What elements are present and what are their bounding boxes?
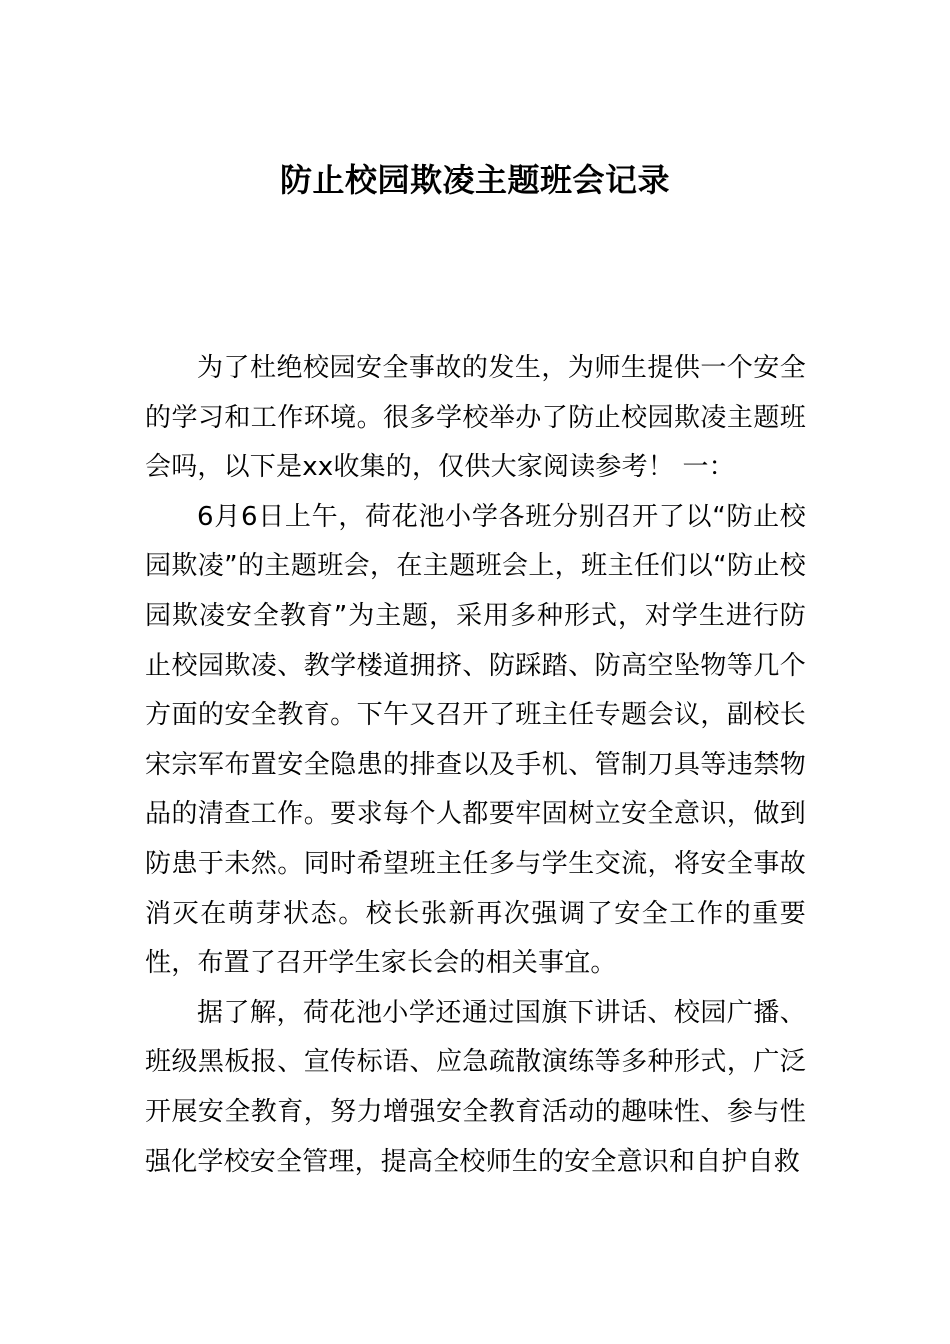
paragraph-meeting: 6月6日上午，荷花池小学各班分别召开了以“防止校园欺凌”的主题班会，在主题班会上，班主任们以“防止校园欺凌安全教育”为主题，采用多种形式，对学生进行防止校园欺凌、教学楼道拥挤、防踩踏、防高空坠物等几个方面的安全教育。下午又召开了班主任专题会议，副校长宋宗军布置安全隐患的排查以及手机、管制刀具等违禁物品的清查工作。要求每个人都要牢固树立安全意识，做到防患于未然。同时希望班主任多与学生交流，将安全事故消灭在萌芽状态。校长张新再次强调了安全工作的重要性，布置了召开学生家长会的相关事宜。: [145, 501, 806, 979]
document-title: 防止校园欺凌主题班会记录: [279, 161, 670, 199]
paragraph-intro: 为了杜绝校园安全事故的发生，为师生提供一个安全的学习和工作环境。很多学校举办了防止校园欺凌主题班会吗，以下是xx收集的，仅供大家阅读参考！ 一：: [145, 353, 806, 483]
document-body: [145, 344, 806, 1187]
paragraph-activities: 据了解，荷花池小学还通过国旗下讲话、校园广播、班级黑板报、宣传标语、应急疏散演练等多种形式，广泛开展安全教育，努力增强安全教育活动的趣味性、参与性强化学校安全管理，提高全校师生的安全意识和自护自救: [145, 997, 806, 1177]
